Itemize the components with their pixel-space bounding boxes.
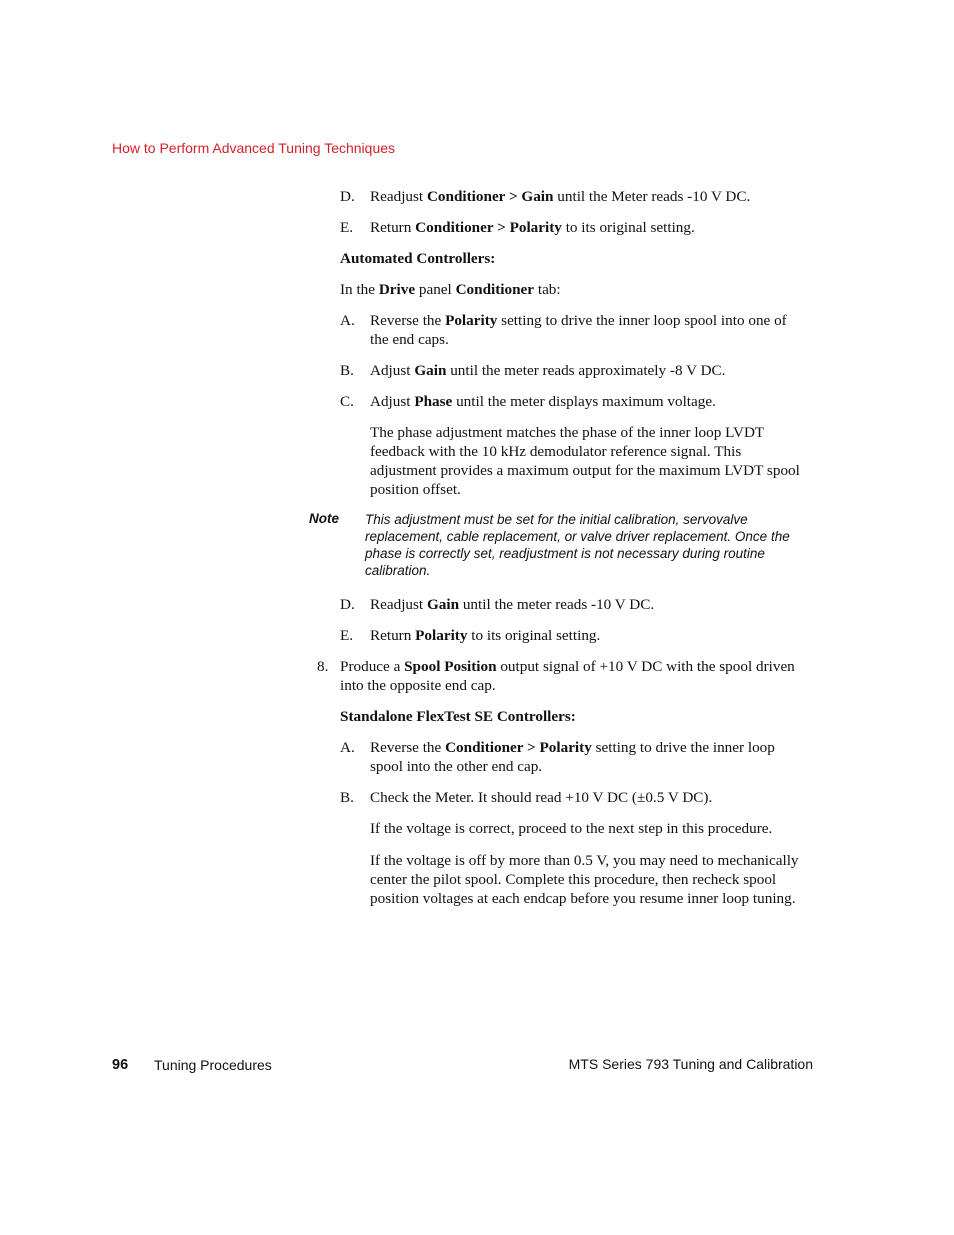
text-line: center the pilot spool. Complete this procedure, then recheck spool [370, 871, 777, 888]
step-number: 8. [317, 658, 329, 675]
step-letter: B. [340, 789, 354, 806]
note-line: This adjustment must be set for the initial calibration, servovalve [365, 512, 748, 527]
text-line: adjustment provides a maximum output for the maximum LVDT spool [370, 462, 800, 479]
step-letter: B. [340, 362, 354, 379]
step-letter: C. [340, 393, 354, 410]
footer-chapter: Tuning Procedures [154, 1057, 272, 1073]
step-letter: E. [340, 627, 354, 644]
note-line: replacement, cable replacement, or valve driver replacement. Once the [365, 529, 790, 544]
step-text-line2: into the opposite end cap. [340, 677, 496, 694]
text-line: feedback with the 10 kHz demodulator reference signal. This [370, 443, 742, 460]
text-line: If the voltage is off by more than 0.5 V, you may need to mechanically [370, 852, 799, 869]
step-text: Check the Meter. It should read +10 V DC (±0.5 V DC). [370, 789, 713, 806]
step-letter: A. [340, 739, 355, 756]
footer-book-title: MTS Series 793 Tuning and Calibration [568, 1056, 813, 1072]
step-letter: A. [340, 312, 355, 329]
voltage-off-text [370, 851, 799, 908]
step-letter: D. [340, 596, 355, 613]
step-text: Return Polarity to its original setting. [370, 627, 601, 644]
step-text-line2: the end caps. [370, 331, 449, 348]
step-text-line2: spool into the other end cap. [370, 758, 543, 775]
standalone-controllers-heading: Standalone FlexTest SE Controllers: [340, 708, 576, 725]
step-text: Adjust Gain until the meter reads approximately -8 V DC. [370, 362, 726, 379]
step-text: Return Conditioner > Polarity to its original setting. [370, 219, 695, 236]
note-label: Note [309, 511, 339, 526]
phase-explanation [370, 423, 800, 499]
voltage-correct-text: If the voltage is correct, proceed to the next step in this procedure. [370, 820, 773, 837]
step-text: Reverse the Polarity setting to drive the inner loop spool into one of [370, 312, 787, 329]
text-line: The phase adjustment matches the phase of the inner loop LVDT [370, 424, 765, 441]
text-line: position offset. [370, 481, 461, 498]
step-text: Readjust Conditioner > Gain until the Meter reads -10 V DC. [370, 188, 751, 205]
running-header: How to Perform Advanced Tuning Techniques [112, 140, 396, 156]
step-text: Readjust Gain until the meter reads -10 V DC. [370, 596, 655, 613]
step-letter: E. [340, 219, 354, 236]
drive-panel-intro: In the Drive panel Conditioner tab: [340, 281, 561, 298]
note-line: calibration. [365, 563, 431, 578]
step-letter: D. [340, 188, 355, 205]
automated-controllers-heading: Automated Controllers: [340, 250, 496, 267]
note-text [365, 511, 790, 579]
note-line: phase is correctly set, readjustment is not necessary during routine [365, 546, 765, 561]
text-line: position voltages at each endcap before you resume inner loop tuning. [370, 890, 796, 907]
step-text: Produce a Spool Position output signal of +10 V DC with the spool driven [340, 658, 795, 675]
step-text: Adjust Phase until the meter displays maximum voltage. [370, 393, 716, 410]
step-text: Reverse the Conditioner > Polarity setting to drive the inner loop [370, 739, 775, 756]
page-number: 96 [112, 1057, 129, 1073]
